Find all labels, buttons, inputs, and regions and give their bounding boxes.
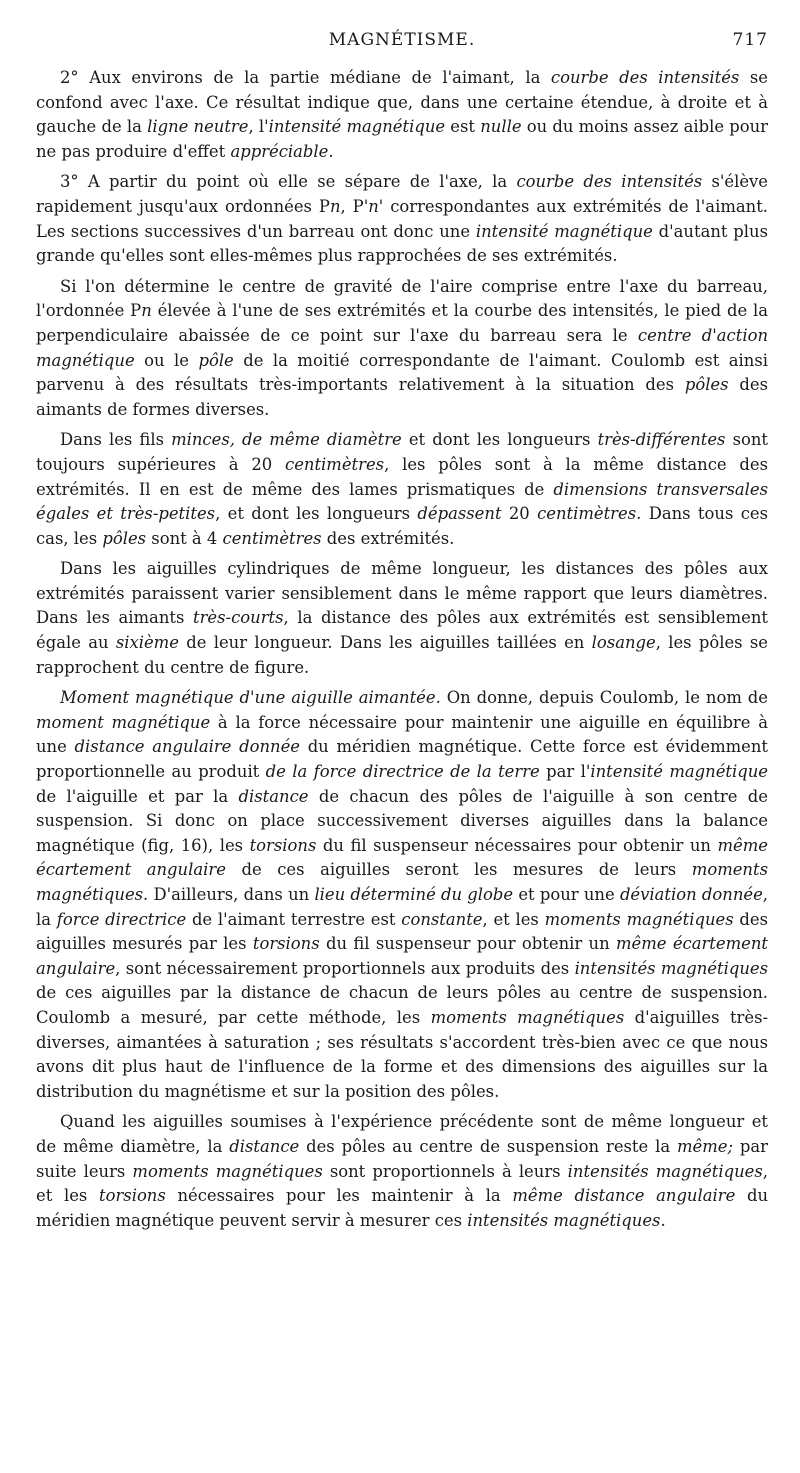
paragraph: [36, 557, 768, 680]
text-run: Quand les aiguilles soumises à l'expérience précédente sont de même longueur et de même diamètre, la: [36, 1112, 768, 1156]
italic-text: intensité magnétique: [590, 762, 768, 782]
italic-text: torsions: [99, 1186, 166, 1206]
text-run: des aimants de formes diverses.: [36, 375, 768, 419]
italic-text: même écartement angulaire: [36, 835, 768, 880]
paragraph: [36, 1110, 768, 1233]
italic-text: pôles: [684, 375, 729, 395]
text-run: s'élève rapidement jusqu'aux ordonnées P: [36, 172, 768, 216]
italic-text: dimensions transversales égales et très-petites: [36, 479, 768, 524]
italic-text: courbe des intensités: [550, 68, 740, 87]
text-run: d'autant plus grande qu'elles sont elles-mêmes plus rapprochées de ses extrémités.: [36, 221, 768, 266]
text-run: de l'aiguille et par la: [36, 786, 239, 806]
italic-text: sixième: [115, 633, 179, 653]
text-run: et pour une: [513, 885, 620, 904]
text-run: , et dont les longueurs: [215, 504, 418, 524]
text-run: ou du moins assez aible pour ne pas produire d'effet: [36, 117, 768, 161]
italic-text: distance angulaire donnée: [74, 737, 300, 757]
italic-text: pôle: [198, 350, 234, 370]
italic-text: Moment magnétique d'une aiguille aimantée.: [60, 688, 441, 708]
italic-text: moment magnétique: [36, 712, 211, 732]
italic-text: lieu déterminé du globe: [314, 885, 514, 904]
text-run: du fil suspenseur pour obtenir un: [319, 934, 616, 954]
text-run: à la force nécessaire pour maintenir une aiguille en équilibre à une: [36, 712, 768, 757]
text-run: de chacun des pôles de l'aiguille à son centre de suspension. Si donc on place successivement diverses aiguilles dans la balance magnétique (fig, 16), les: [36, 786, 768, 855]
italic-text: appréciable.: [230, 141, 334, 161]
text-run: ou le: [134, 350, 199, 370]
book-page: [36, 30, 768, 1239]
paragraph: [36, 66, 768, 164]
italic-text: n': [368, 196, 384, 216]
italic-text: constante: [401, 909, 483, 929]
text-run: des extrémités.: [321, 528, 455, 548]
italic-text: minces, de même diamètre: [171, 430, 402, 450]
italic-text: torsions: [252, 934, 320, 954]
text-run: , l': [248, 117, 269, 137]
italic-text: intensité magnétique: [268, 117, 446, 137]
text-run: , les pôles sont à la même distance des extrémités. Il en est de même des lames prismatiques de: [36, 454, 768, 499]
italic-text: distance: [229, 1136, 300, 1156]
italic-text: centimètres: [222, 528, 322, 548]
italic-text: intensités magnétiques.: [467, 1210, 666, 1230]
text-run: par l': [539, 762, 591, 782]
text-run: de l'aimant terrestre est: [186, 909, 402, 929]
italic-text: très-différentes: [597, 430, 726, 450]
paragraph: [36, 686, 768, 1104]
text-run: et dont les longueurs: [401, 430, 598, 450]
paragraph: [36, 170, 768, 268]
italic-text: intensités magnétiques: [574, 958, 768, 978]
text-run: , et les: [482, 909, 545, 929]
italic-text: moments magnétiques: [132, 1161, 323, 1181]
text-run: 3° A partir du point où elle se sépare de l'axe, la: [60, 172, 517, 192]
text-run: On donne, depuis Coulomb, le nom de: [440, 688, 768, 708]
italic-text: très-courts: [193, 608, 284, 628]
italic-text: torsions: [249, 835, 317, 855]
italic-text: ligne neutre: [147, 117, 249, 137]
italic-text: moments magnétiques: [430, 1007, 625, 1027]
text-run: , et les: [36, 1161, 768, 1206]
paragraph: [36, 428, 768, 551]
text-run: des aiguilles mesurés par les: [36, 909, 768, 954]
italic-text: centimètres.: [537, 504, 642, 524]
text-run: , P': [340, 196, 369, 216]
text-run: nécessaires pour les maintenir à la: [165, 1186, 513, 1206]
running-title: MAGNÉTISME.: [328, 30, 476, 50]
text-run: , sont nécessairement proportionnels aux produits des: [115, 958, 575, 978]
text-run: de ces aiguilles seront les mesures de leurs: [225, 860, 692, 880]
italic-text: nulle: [480, 117, 522, 137]
italic-text: déviation donnée: [619, 885, 763, 904]
page-number: 717: [732, 30, 768, 50]
italic-text: moments magnétiques.: [36, 860, 768, 904]
text-run: sont toujours supérieures à 20: [36, 430, 768, 474]
italic-text: pôles: [102, 528, 147, 548]
italic-text: moments magnétiques: [544, 909, 734, 929]
italic-text: n: [329, 196, 341, 216]
text-run: Dans les aiguilles cylindriques de même longueur, les distances des pôles aux extrémités paraissent varier sensiblement dans le même rapport que leurs diamètres. Dans les aimants: [36, 559, 768, 628]
italic-text: force directrice: [56, 909, 187, 929]
italic-text: dépassent: [417, 504, 502, 524]
text-run: de leur longueur. Dans les aiguilles taillées en: [178, 633, 592, 653]
text-run: sont à 4: [146, 528, 223, 548]
text-run: Si l'on détermine le centre de gravité de l'aire comprise entre l'axe du barreau, l'ordonnée P: [36, 276, 768, 321]
italic-text: de la force directrice de la terre: [265, 762, 540, 782]
text-run: par suite leurs: [36, 1136, 768, 1181]
italic-text: intensités magnétiques: [567, 1161, 763, 1181]
text-run: de ces aiguilles par la distance de chacun de leurs pôles au centre de suspension. Coulomb a mesuré, par cette méthode, les: [36, 983, 768, 1027]
italic-text: centre d'action magnétique: [36, 325, 768, 370]
italic-text: intensité magnétique: [475, 221, 653, 241]
paragraph: [36, 275, 768, 423]
italic-text: même distance angulaire: [512, 1186, 736, 1206]
text-run: d'aiguilles très-diverses, aimantées à saturation ; ses résultats s'accordent très-bien avec ce que nous avons dit plus haut de l'influence de la forme et des dimensions des aiguilles sur la distribution du magnétisme et sur la position des pôles.: [36, 1007, 769, 1101]
italic-text: losange: [591, 633, 656, 653]
italic-text: distance: [238, 786, 309, 806]
text-run: Dans tous ces cas, les: [36, 504, 768, 548]
italic-text: courbe des intensités: [516, 172, 703, 192]
text-run: sont proportionnels à leurs: [322, 1161, 568, 1181]
text-run: est: [445, 117, 481, 137]
text-run: élevée à l'une de ses extrémités et la courbe des intensités, le pied de la perpendiculaire abaissée de ce point sur l'axe du barreau sera le: [36, 301, 768, 345]
text-run: des pôles au centre de suspension reste la: [299, 1136, 677, 1156]
italic-text: même écartement angulaire: [36, 934, 768, 978]
text-run: D'ailleurs, dans un: [148, 885, 315, 904]
text-run: du méridien magnétique peuvent servir à mesurer ces: [36, 1186, 769, 1230]
italic-text: même;: [676, 1136, 733, 1156]
text-run: , la: [36, 885, 768, 929]
text-run: de la moitié correspondante de l'aimant. Coulomb est ainsi parvenu à des résultats très-importants relativement à la situation des: [36, 350, 768, 395]
text-run: du fil suspenseur nécessaires pour obtenir un: [316, 835, 718, 855]
text-run: Dans les fils: [60, 430, 172, 450]
running-header: [36, 30, 768, 54]
text-run: 20: [501, 504, 538, 524]
text-run: , la distance des pôles aux extrémités est sensiblement égale au: [36, 608, 769, 653]
text-run: 2° Aux environs de la partie médiane de l'aimant, la: [60, 68, 551, 87]
text-run: , les pôles se rapprochent du centre de figure.: [36, 633, 769, 677]
italic-text: centimètres: [285, 454, 385, 474]
italic-text: n: [141, 301, 152, 321]
text-run: du méridien magnétique. Cette force est évidemment proportionnelle au produit: [36, 737, 768, 782]
text-run: correspondantes aux extrémités de l'aimant. Les sections successives d'un barreau ont donc une: [36, 196, 768, 241]
body-text: [36, 66, 768, 1233]
text-run: se confond avec l'axe. Ce résultat indique que, dans une certaine étendue, à droite et à gauche de la: [36, 68, 768, 137]
